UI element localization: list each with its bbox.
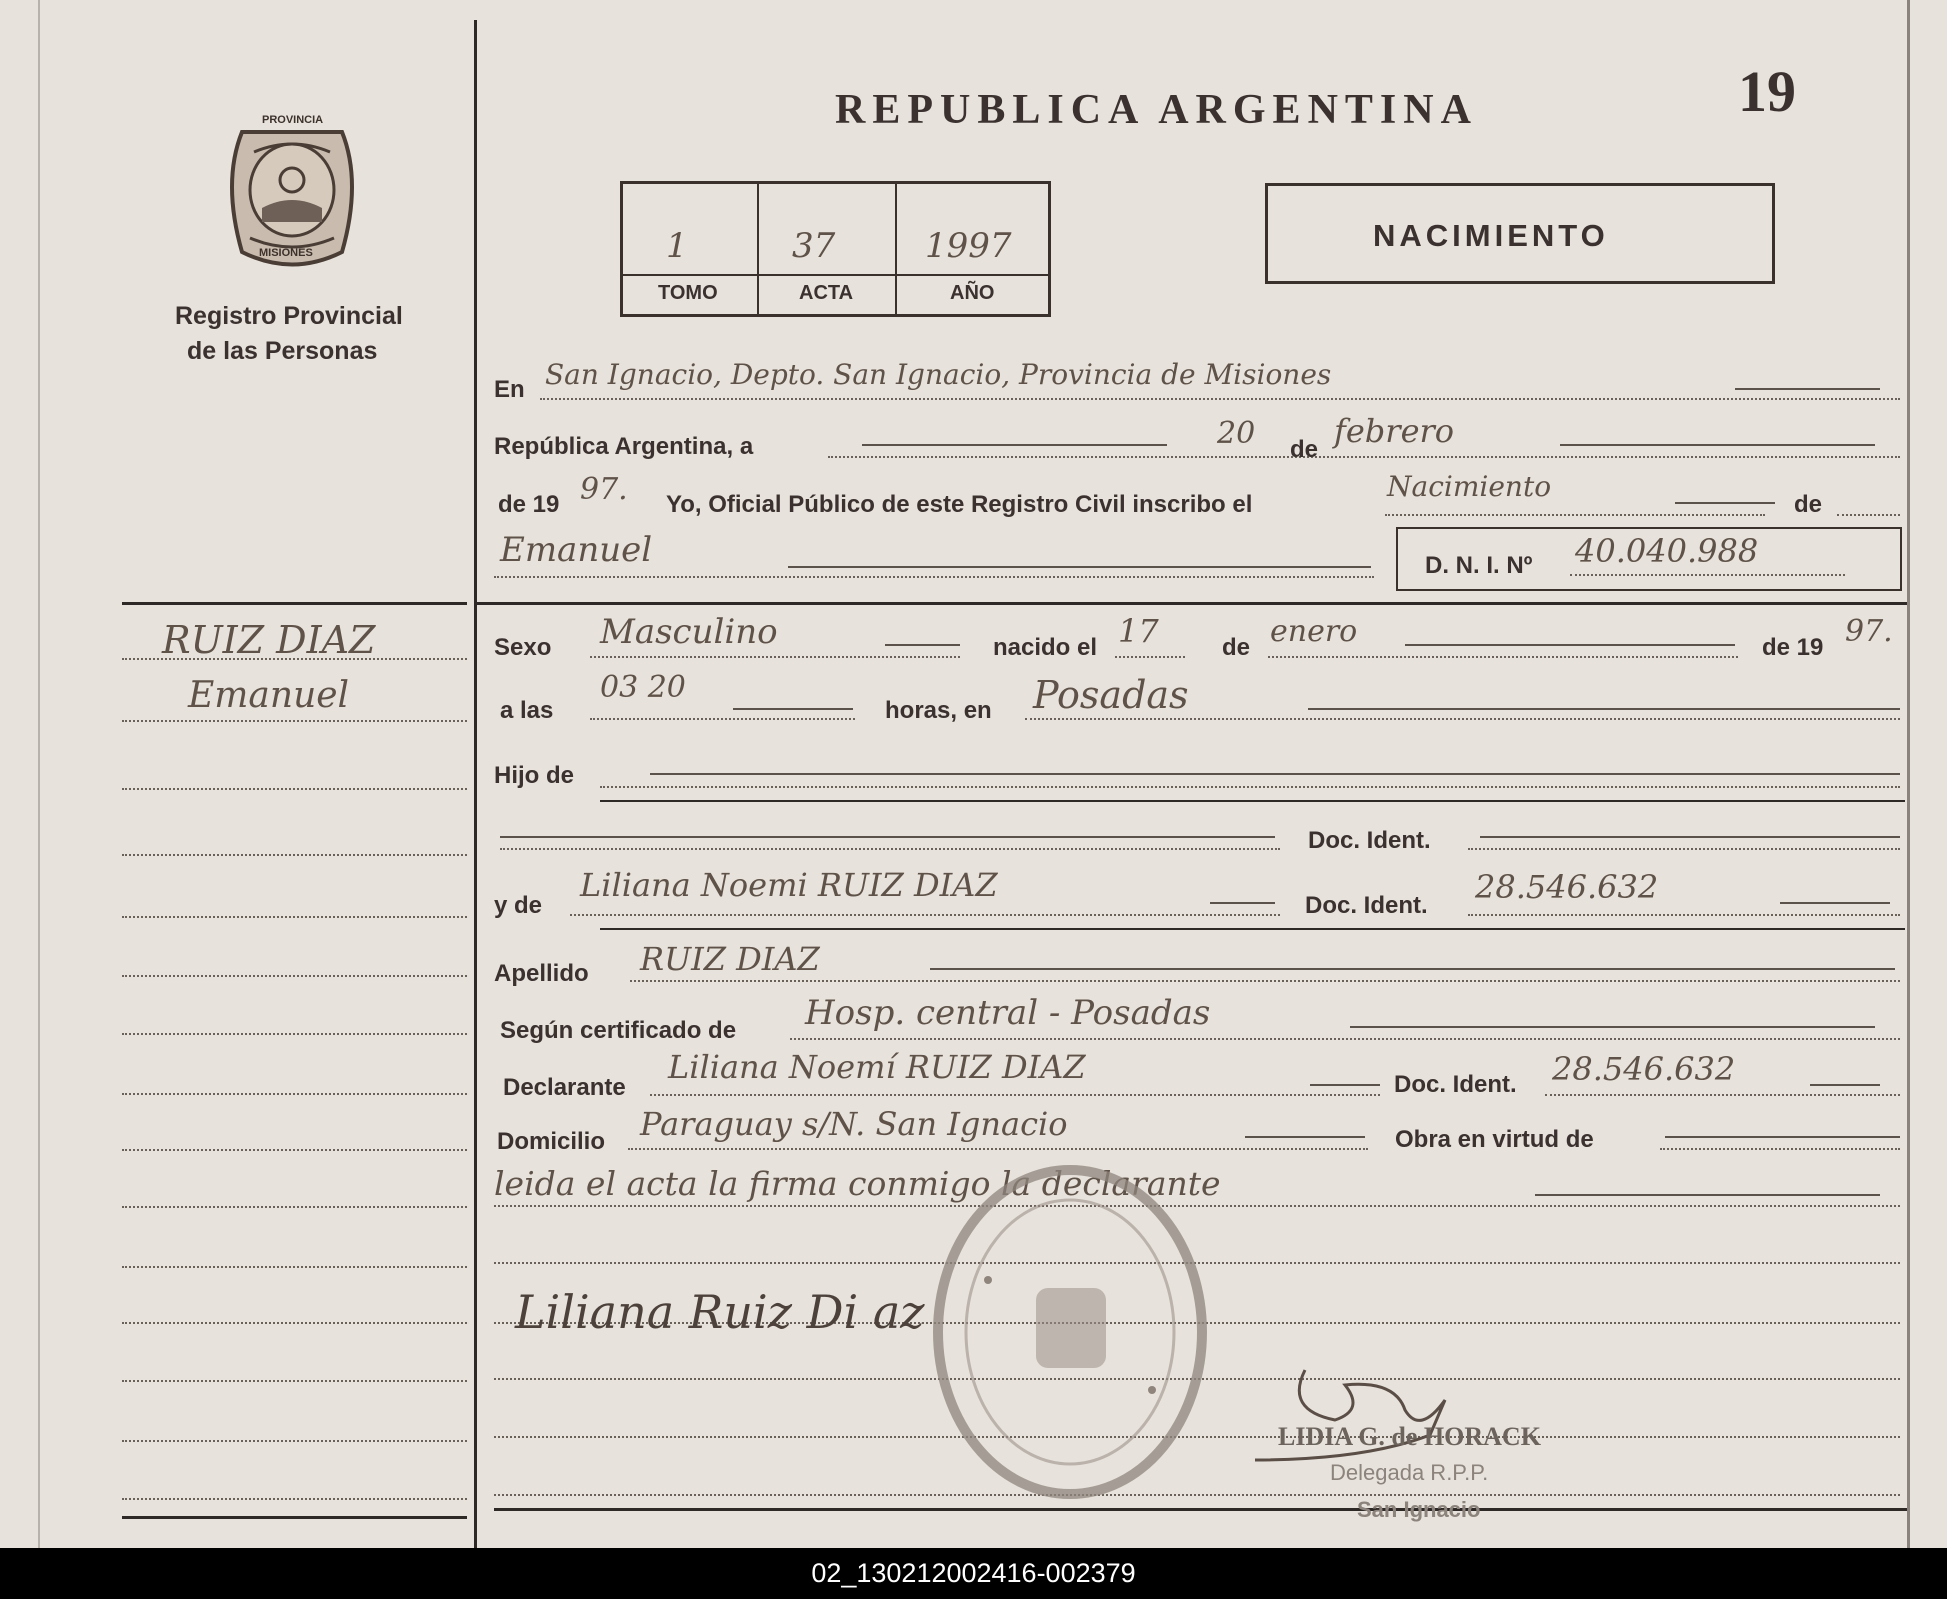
registration-day: 20 (1217, 416, 1256, 451)
yde-label: y de (494, 892, 543, 919)
de-label-1: de (1290, 436, 1319, 463)
official-round-stamp (928, 1160, 1212, 1504)
place-value: San Ignacio, Depto. San Ignacio, Provincia de Misiones (545, 358, 1332, 391)
dni-value: 40.040.988 (1575, 532, 1759, 570)
segun-label: Según certificado de (500, 1017, 737, 1044)
official-role: Delegada R.P.P. (1330, 1460, 1489, 1485)
rubber-stamp-icon (928, 1160, 1212, 1504)
certificate-value: Hosp. central - Posadas (805, 993, 1211, 1033)
sexo-value: Masculino (600, 612, 778, 652)
left-edge-rule (38, 0, 40, 1548)
registration-year: 97. (580, 472, 628, 507)
mother-name-value: Liliana Noemi RUIZ DIAZ (580, 866, 998, 904)
nacido-label: nacido el (993, 634, 1098, 661)
image-code-footer: 02_130212002416-002379 (0, 1548, 1947, 1599)
doc-ident-label-1: Doc. Ident. (1308, 827, 1431, 854)
tomo-label: TOMO (658, 282, 718, 304)
registration-month: febrero (1334, 412, 1455, 450)
mother-doc-value: 28.546.632 (1475, 868, 1659, 906)
en-label: En (494, 376, 525, 403)
birth-day-value: 17 (1118, 612, 1159, 650)
acta-label: ACTA (799, 282, 854, 304)
ano-label: AÑO (950, 282, 995, 304)
act-kind-value: Nacimiento (1387, 470, 1552, 503)
signature-scribble-icon (1245, 1340, 1475, 1480)
sexo-label: Sexo (494, 634, 552, 661)
de-label-2: de (1794, 491, 1823, 518)
declarante-doc-value: 28.546.632 (1552, 1050, 1736, 1088)
domicilio-value: Paraguay s/N. San Ignacio (640, 1105, 1068, 1143)
apellido-value: RUIZ DIAZ (640, 940, 820, 978)
acta-value: 37 (792, 226, 836, 266)
margin-surname: RUIZ DIAZ (162, 618, 376, 662)
reading-text-value: leida el acta la firma conmigo la declarante (494, 1164, 1221, 1203)
official-signature (1245, 1340, 1475, 1480)
de19-label-2: de 19 (1762, 634, 1824, 661)
republica-label: República Argentina, a (494, 433, 754, 460)
de-label-3: de (1222, 634, 1251, 661)
left-margin-rule (474, 20, 477, 1548)
tomo-value: 1 (666, 226, 688, 266)
domicilio-label: Domicilio (497, 1128, 606, 1155)
doc-ident-label-2: Doc. Ident. (1305, 892, 1428, 919)
horas-label: horas, en (885, 697, 992, 724)
hijo-label: Hijo de (494, 762, 575, 789)
declarante-value: Liliana Noemí RUIZ DIAZ (668, 1048, 1086, 1086)
birth-place-value: Posadas (1033, 673, 1189, 717)
official-place: San Ignacio (1357, 1497, 1481, 1522)
margin-top-rule (122, 602, 467, 605)
registry-name-line2: de las Personas (187, 337, 378, 365)
doc-ident-label-3: Doc. Ident. (1394, 1071, 1517, 1098)
alas-label: a las (500, 697, 554, 724)
page-number: 19 (1738, 59, 1796, 124)
apellido-label: Apellido (494, 960, 589, 987)
declarant-signature: Liliana Ruiz Di az (515, 1285, 925, 1339)
birth-month-value: enero (1270, 614, 1358, 649)
official-name: LIDIA G. de HORACK (1278, 1422, 1541, 1451)
obra-label: Obra en virtud de (1395, 1126, 1594, 1153)
dni-label: D. N. I. Nº (1425, 552, 1533, 579)
seal-bottom-text: MISIONES (259, 247, 313, 259)
country-title: REPUBLICA ARGENTINA (835, 87, 1478, 133)
margin-given-name: Emanuel (188, 675, 350, 716)
child-name-value: Emanuel (500, 530, 653, 570)
document-type-label: NACIMIENTO (1373, 218, 1609, 253)
seal-top-text: PROVINCIA (262, 114, 324, 126)
registry-name-line1: Registro Provincial (175, 302, 403, 330)
yo-oficial-text: Yo, Oficial Público de este Registro Civil inscribo el (666, 491, 1253, 518)
de19-label-1: de 19 (498, 491, 560, 518)
section-divider-1 (477, 602, 1907, 605)
right-edge-rule (1907, 0, 1910, 1548)
birth-time-value: 03 20 (600, 670, 686, 705)
birth-year-value: 97. (1845, 614, 1893, 649)
declarante-label: Declarante (503, 1074, 626, 1101)
ano-value: 1997 (925, 226, 1012, 266)
